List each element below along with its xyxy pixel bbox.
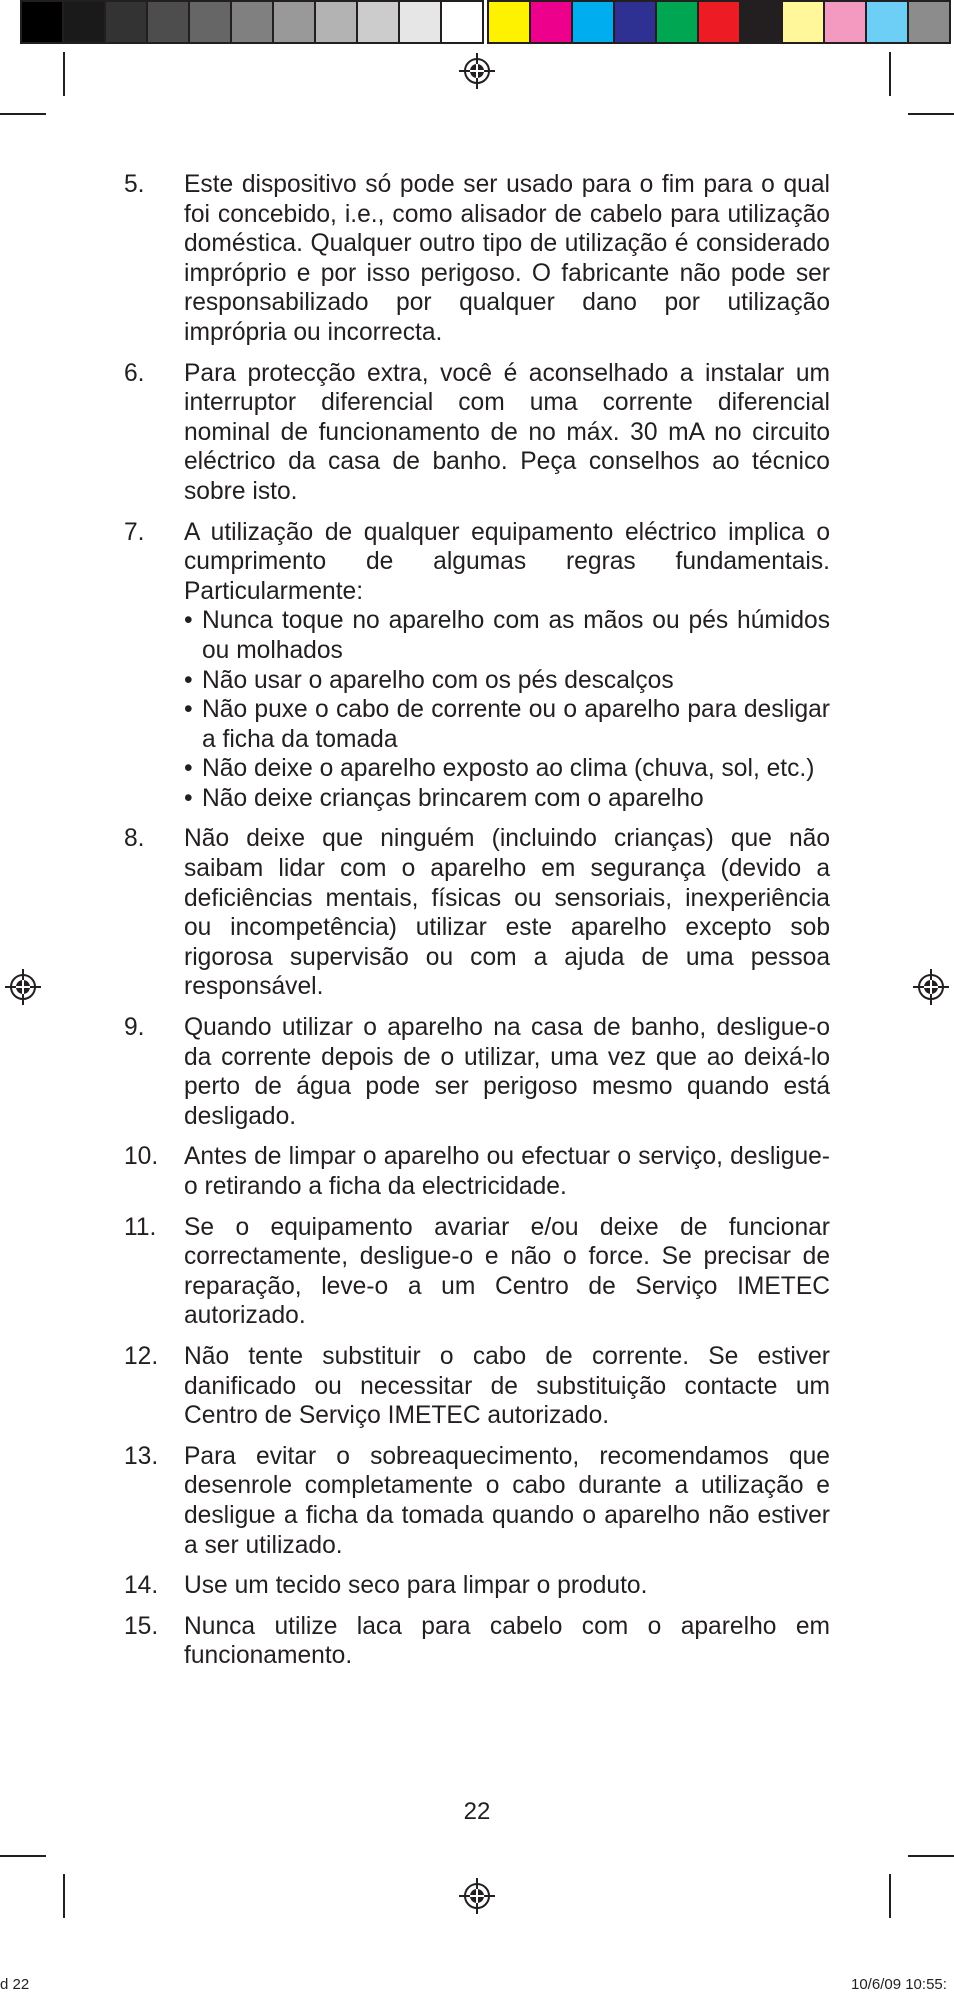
color-swatch: [487, 0, 531, 44]
crop-mark: [63, 1874, 65, 1918]
list-item: [124, 1013, 830, 1131]
item-number: 8.: [124, 825, 145, 853]
list-item: [124, 359, 830, 507]
color-swatch: [867, 0, 909, 44]
color-swatch: [274, 0, 316, 44]
item-text: Para evitar o sobreaquecimento, recomendamos que desenrole completamente o cabo durante a utilização e desligue a ficha da tomada quando o aparelho não estiver a ser utilizado.: [184, 1442, 830, 1559]
color-swatch: [825, 0, 867, 44]
crop-mark: [889, 52, 891, 96]
color-swatch: [190, 0, 232, 44]
bullet-item: • Não puxe o cabo de corrente ou o aparelho para desligar a ficha da tomada: [184, 695, 830, 754]
item-text: Para protecção extra, você é aconselhado a instalar um interruptor diferencial com uma corrente diferencial nominal de funcionamento de no máx. 30 mA no circuito eléctrico da casa de banho. Peça conselhos ao técnico sobre isto.: [184, 359, 830, 505]
item-text: Não tente substituir o cabo de corrente. Se estiver danificado ou necessitar de substituição contacte um Centro de Serviço IMETEC autorizado.: [184, 1342, 830, 1430]
item-body: [184, 824, 830, 1002]
color-swatch: [316, 0, 358, 44]
item-text: Este dispositivo só pode ser usado para o fim para o qual foi concebido, i.e., como alisador de cabelo para utilização doméstica. Qualquer outro tipo de utilização é considerado impróprio e por isso perigoso. O fabricante não pode ser responsabilizado por qualquer dano por utilização imprópria ou incorrecta.: [184, 171, 830, 346]
item-number: 5.: [124, 171, 145, 198]
print-slug-left: d 22: [0, 1976, 30, 1993]
item-text: Quando utilizar o aparelho na casa de banho, desligue-o da corrente depois de o utilizar, uma vez que ao deixá-lo perto de água pode ser perigoso mesmo quando está desligado.: [184, 1014, 830, 1130]
color-swatch: [148, 0, 190, 44]
list-item: [124, 824, 830, 1002]
bullet-item: • Não deixe o aparelho exposto ao clima (chuva, sol, etc.): [184, 754, 830, 784]
list-item: [124, 1213, 830, 1331]
color-swatch: [573, 0, 615, 44]
item-text: Se o equipamento avariar e/ou deixe de funcionar correctamente, desligue-o e não o force. Se precisar de reparação, leve-o a um Centro de Serviço IMETEC autorizado.: [184, 1213, 830, 1330]
item-body: [184, 359, 830, 507]
color-swatch: [106, 0, 148, 44]
list-item: [124, 1571, 830, 1601]
item-number: 7.: [124, 518, 145, 546]
item-text: Nunca utilize laca para cabelo com o aparelho em funcionamento.: [184, 1612, 830, 1670]
item-number: 14.: [124, 1572, 159, 1600]
page-number: 22: [463, 1798, 491, 1825]
color-swatch: [358, 0, 400, 44]
color-swatch: [741, 0, 783, 44]
item-body: [184, 1342, 830, 1431]
color-swatch: [657, 0, 699, 44]
item-number: 12.: [124, 1342, 159, 1370]
item-body: [184, 1442, 830, 1560]
color-swatch: [442, 0, 484, 44]
crop-mark: [908, 1855, 954, 1857]
list-item: [124, 170, 830, 348]
registration-mark-icon: [458, 1877, 496, 1915]
list-item: [124, 1342, 830, 1431]
item-number: 10.: [124, 1143, 159, 1171]
bullet-item: • Nunca toque no aparelho com as mãos ou pés húmidos ou molhados: [184, 606, 830, 665]
color-swatch: [615, 0, 657, 44]
item-number: 13.: [124, 1442, 159, 1470]
color-swatch: [531, 0, 573, 44]
item-body: [184, 1571, 830, 1601]
registration-mark-icon: [458, 52, 496, 90]
color-swatch: [400, 0, 442, 44]
crop-mark: [908, 113, 954, 115]
item-body: [184, 518, 830, 814]
color-swatch: [909, 0, 951, 44]
color-swatch: [699, 0, 741, 44]
list-item: [124, 1612, 830, 1671]
item-body: [184, 1612, 830, 1671]
print-slug-right: 10/6/09 10:55:: [851, 1976, 947, 1993]
item-number: 9.: [124, 1014, 145, 1042]
color-swatch: [64, 0, 106, 44]
item-body: [184, 1013, 830, 1131]
item-text: Não deixe que ninguém (incluindo crianças) que não saibam lidar com o aparelho em segurança (devido a deficiências mentais, físicas ou sensoriais, inexperiência ou incompetência) utilizar este aparelho excepto sob rigorosa supervisão ou com a ajuda de uma pessoa responsável.: [184, 825, 830, 1001]
color-swatch: [20, 0, 64, 44]
process-color-bar: [487, 0, 951, 44]
grayscale-color-bar: [20, 0, 484, 44]
color-swatch: [232, 0, 274, 44]
registration-mark-icon: [912, 968, 950, 1006]
item-text: Antes de limpar o aparelho ou efectuar o serviço, desligue-o retirando a ficha da electricidade.: [184, 1143, 830, 1200]
crop-mark: [889, 1874, 891, 1918]
crop-mark: [63, 52, 65, 96]
item-number: 11.: [124, 1213, 157, 1241]
bullet-item: • Não usar o aparelho com os pés descalços: [184, 666, 830, 696]
item-body: [184, 170, 830, 348]
item-body: [184, 1213, 830, 1331]
crop-mark: [0, 1855, 46, 1857]
item-body: [184, 1142, 830, 1201]
item-number: 6.: [124, 359, 145, 387]
registration-mark-icon: [4, 968, 42, 1006]
list-item: [124, 1442, 830, 1560]
item-number: 15.: [124, 1612, 159, 1640]
bullet-item: • Não deixe crianças brincarem com o aparelho: [184, 784, 830, 814]
item-text: Use um tecido seco para limpar o produto.: [184, 1572, 648, 1600]
item-text: A utilização de qualquer equipamento eléctrico implica o cumprimento de algumas regras fundamentais. Particularmente:: [184, 518, 830, 605]
safety-instructions-list: [124, 170, 830, 1682]
color-swatch: [783, 0, 825, 44]
crop-mark: [0, 113, 46, 115]
list-item: [124, 1142, 830, 1201]
list-item: [124, 518, 830, 814]
bullet-list: [184, 606, 830, 813]
